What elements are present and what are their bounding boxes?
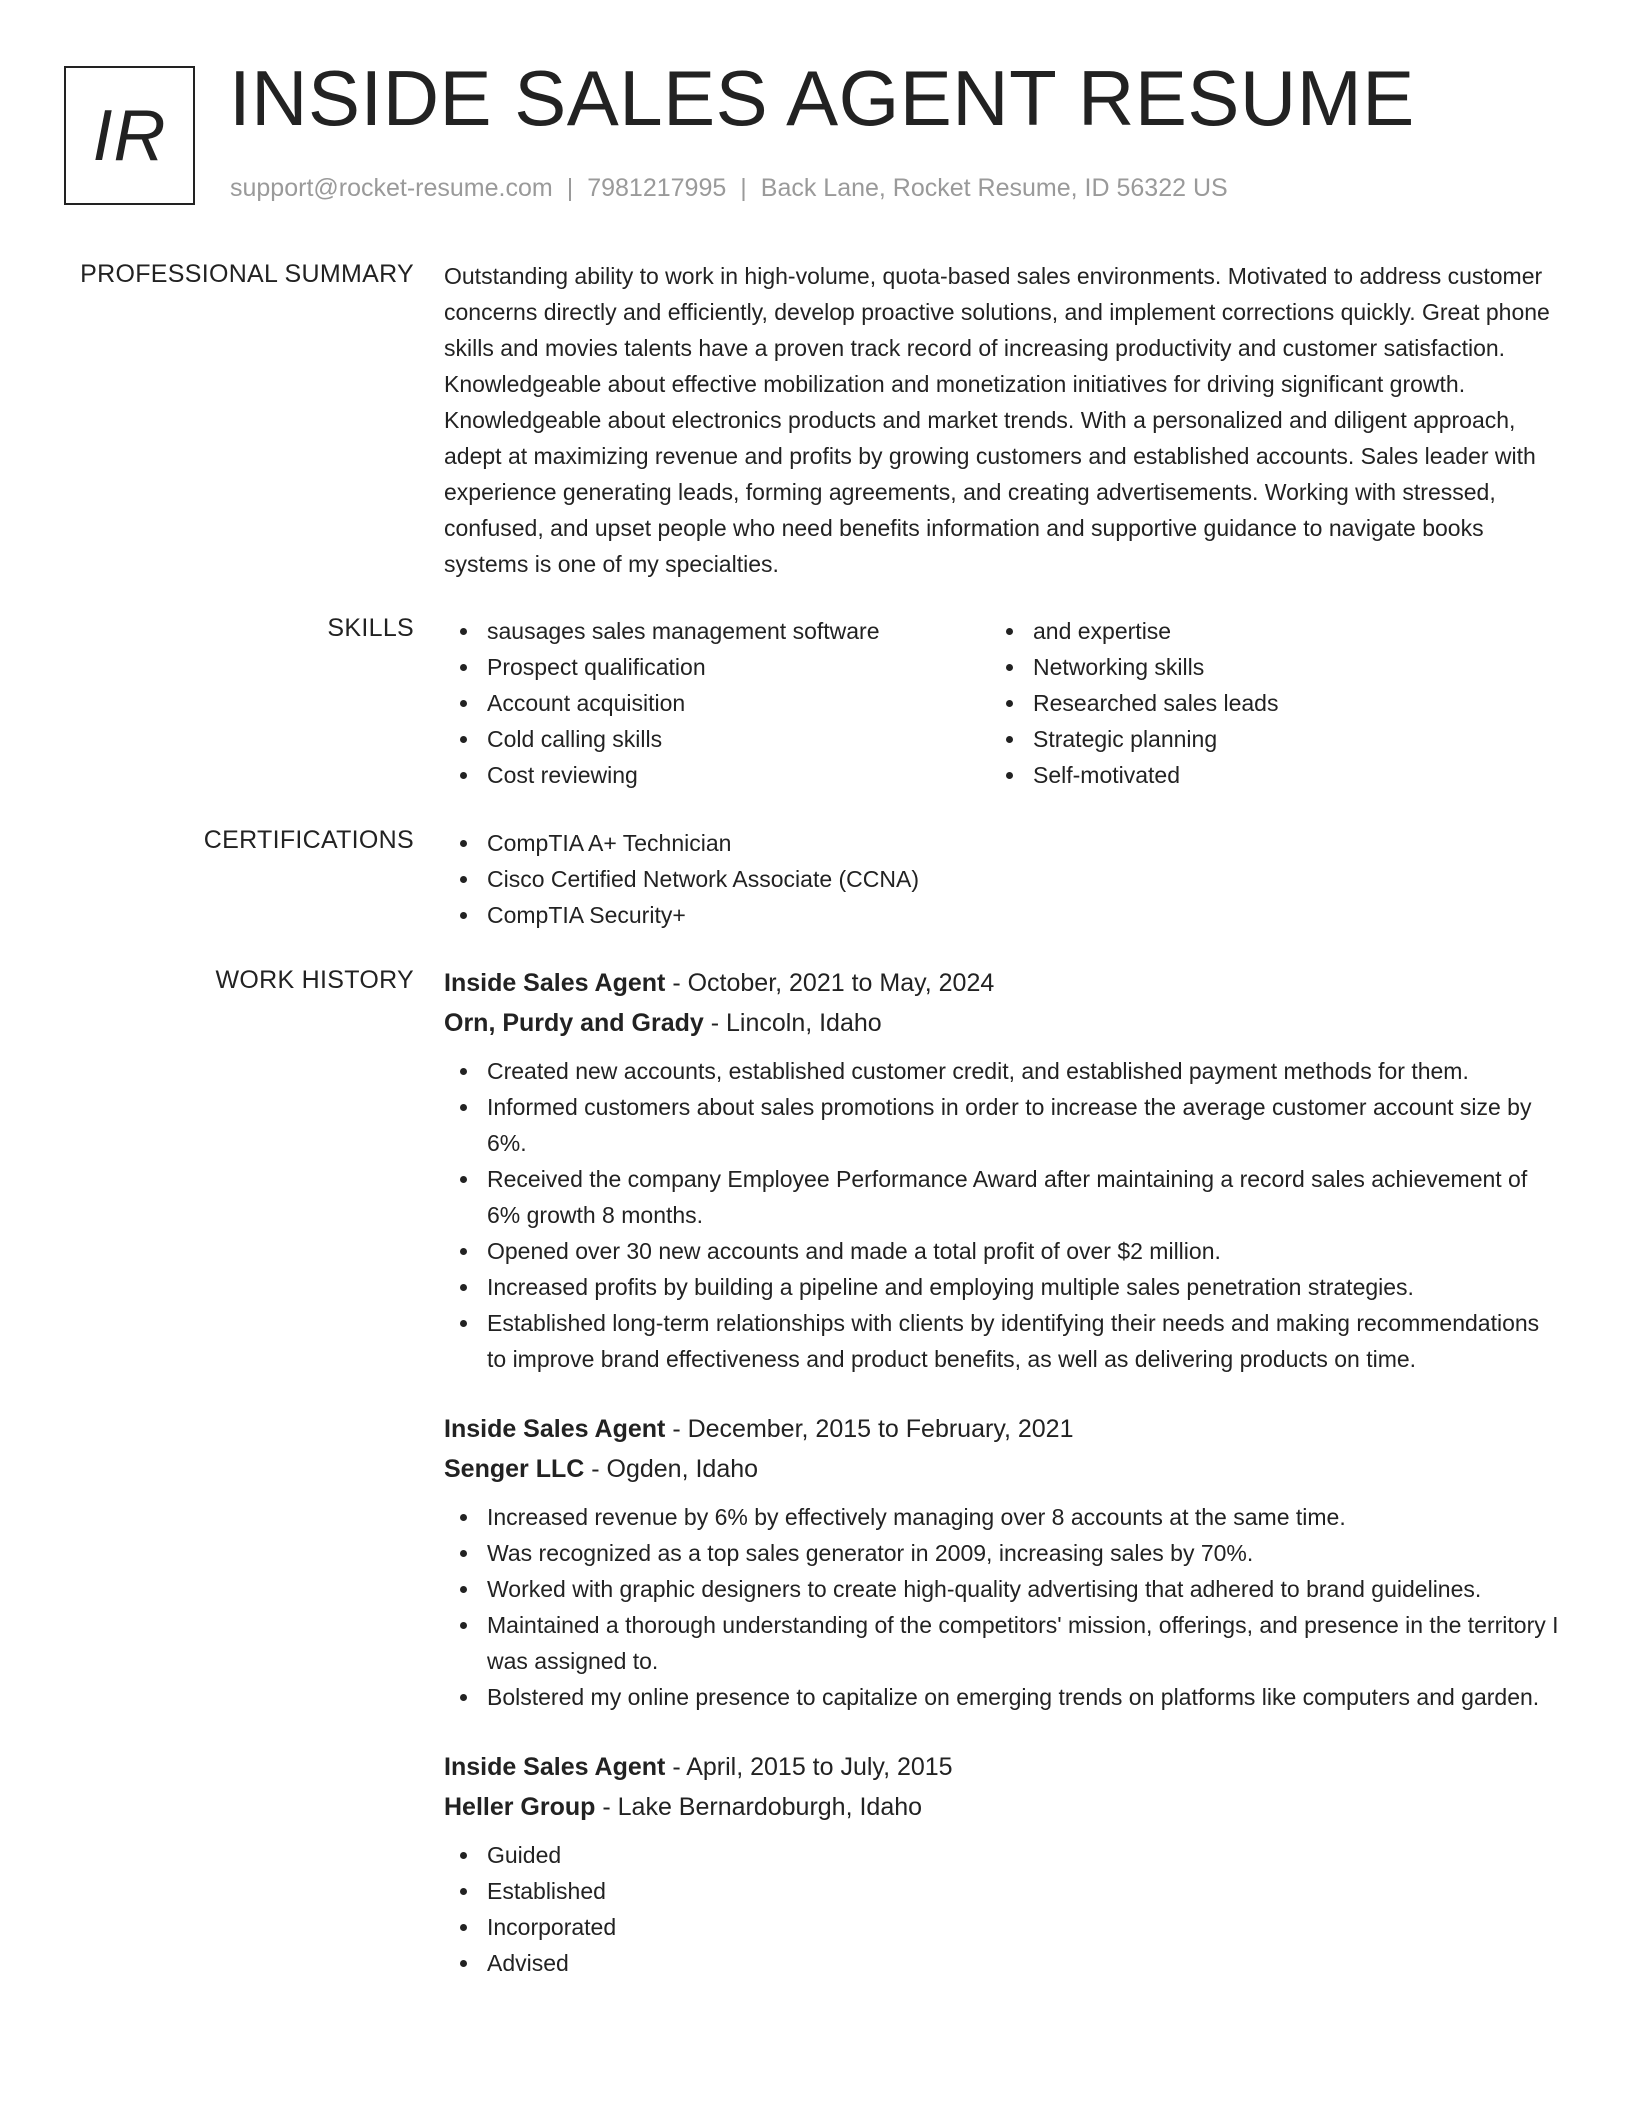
contact-email: support@rocket-resume.com xyxy=(230,174,553,202)
job-company: Senger LLC xyxy=(444,1455,585,1483)
job-company-line xyxy=(444,1003,1564,1043)
section-label-certifications: CERTIFICATIONS xyxy=(203,826,414,854)
certification-item: CompTIA Security+ xyxy=(444,897,1564,933)
job-bullet: Created new accounts, established customer credit, and established payment methods for them. xyxy=(444,1053,1564,1089)
job-location: - Lincoln, Idaho xyxy=(703,1009,882,1037)
skills-column-left xyxy=(444,613,990,793)
job-company: Heller Group xyxy=(444,1793,596,1821)
job-dates: - October, 2021 to May, 2024 xyxy=(665,969,995,997)
skills-grid xyxy=(444,613,1564,793)
contact-line xyxy=(230,174,1228,203)
work-history-body xyxy=(444,963,1564,2013)
summary-text: Outstanding ability to work in high-volume, quota-based sales environments. Motivated to address customer concerns directly and efficiently, develop proactive solutions, and implement corrections quickly. Great phone skills and movies talents have a proven track record of increasing productivity and customer satisfaction. Knowledgeable about effective mobilization and monetization initiatives for driving significant growth. Knowledgeable about electronics products and market trends. With a personalized and diligent approach, adept at maximizing revenue and profits by growing customers and established accounts. Sales leader with experience generating leads, forming agreements, and creating advertisements. Working with stressed, confused, and upset people who need benefits information and supportive guidance to navigate books systems is one of my specialties. xyxy=(444,263,1550,577)
skill-item: Networking skills xyxy=(990,649,1536,685)
job-bullets xyxy=(444,1499,1564,1715)
job-title: Inside Sales Agent xyxy=(444,969,666,997)
contact-address: Back Lane, Rocket Resume, ID 56322 US xyxy=(760,174,1228,202)
job-dates: - December, 2015 to February, 2021 xyxy=(665,1415,1074,1443)
job-bullet: Bolstered my online presence to capitalize on emerging trends on platforms like computers and garden. xyxy=(444,1679,1564,1715)
skill-item: Cost reviewing xyxy=(444,757,990,793)
certification-item: CompTIA A+ Technician xyxy=(444,825,1564,861)
job-bullet: Worked with graphic designers to create high-quality advertising that adhered to brand guidelines. xyxy=(444,1571,1564,1607)
job-entry xyxy=(444,1409,1564,1715)
job-title: Inside Sales Agent xyxy=(444,1415,666,1443)
job-bullet: Incorporated xyxy=(444,1909,1564,1945)
job-location: - Ogden, Idaho xyxy=(584,1455,759,1483)
skills-body xyxy=(444,613,1564,793)
skill-item: Strategic planning xyxy=(990,721,1536,757)
job-dates: - April, 2015 to July, 2015 xyxy=(665,1753,953,1781)
monogram-badge xyxy=(64,66,195,205)
skill-item: Self-motivated xyxy=(990,757,1536,793)
job-title-line xyxy=(444,1747,1564,1787)
job-bullet: Maintained a thorough understanding of the competitors' mission, offerings, and presence in the territory I was assigned to. xyxy=(444,1607,1564,1679)
job-company-line xyxy=(444,1787,1564,1827)
section-label-work-history: WORK HISTORY xyxy=(215,966,414,994)
job-location: - Lake Bernardoburgh, Idaho xyxy=(595,1793,923,1821)
monogram-initials: IR xyxy=(92,95,167,176)
job-entry xyxy=(444,963,1564,1377)
job-bullet: Established long-term relationships with clients by identifying their needs and making recommendations to improve brand effectiveness and product benefits, as well as delivering products on time. xyxy=(444,1305,1564,1377)
job-company-line xyxy=(444,1449,1564,1489)
job-bullet: Established xyxy=(444,1873,1564,1909)
job-bullet: Informed customers about sales promotions in order to increase the average customer account size by 6%. xyxy=(444,1089,1564,1161)
resume-title: INSIDE SALES AGENT RESUME xyxy=(229,54,1415,142)
job-bullet: Opened over 30 new accounts and made a total profit of over $2 million. xyxy=(444,1233,1564,1269)
summary-body xyxy=(444,258,1564,582)
certification-item: Cisco Certified Network Associate (CCNA) xyxy=(444,861,1564,897)
job-bullet: Received the company Employee Performance Award after maintaining a record sales achievement of 6% growth 8 months. xyxy=(444,1161,1564,1233)
skill-item: and expertise xyxy=(990,613,1536,649)
skill-item: sausages sales management software xyxy=(444,613,990,649)
section-label-summary: PROFESSIONAL SUMMARY xyxy=(80,260,414,288)
job-title: Inside Sales Agent xyxy=(444,1753,666,1781)
job-bullet: Increased profits by building a pipeline and employing multiple sales penetration strategies. xyxy=(444,1269,1564,1305)
contact-separator: | xyxy=(740,174,747,202)
job-company: Orn, Purdy and Grady xyxy=(444,1009,704,1037)
skill-item: Prospect qualification xyxy=(444,649,990,685)
skill-item: Account acquisition xyxy=(444,685,990,721)
skill-item: Researched sales leads xyxy=(990,685,1536,721)
section-label-skills: SKILLS xyxy=(327,614,414,642)
job-bullet: Increased revenue by 6% by effectively managing over 8 accounts at the same time. xyxy=(444,1499,1564,1535)
job-title-line xyxy=(444,1409,1564,1449)
job-title-line xyxy=(444,963,1564,1003)
contact-separator: | xyxy=(566,174,574,202)
job-bullets xyxy=(444,1053,1564,1377)
certifications-list xyxy=(444,825,1564,933)
skill-item: Cold calling skills xyxy=(444,721,990,757)
certifications-body xyxy=(444,825,1564,933)
job-bullet: Was recognized as a top sales generator in 2009, increasing sales by 70%. xyxy=(444,1535,1564,1571)
job-entry xyxy=(444,1747,1564,1981)
job-bullet: Guided xyxy=(444,1837,1564,1873)
job-bullet: Advised xyxy=(444,1945,1564,1981)
job-bullets xyxy=(444,1837,1564,1981)
contact-phone: 7981217995 xyxy=(587,174,727,202)
skills-column-right xyxy=(990,613,1536,793)
